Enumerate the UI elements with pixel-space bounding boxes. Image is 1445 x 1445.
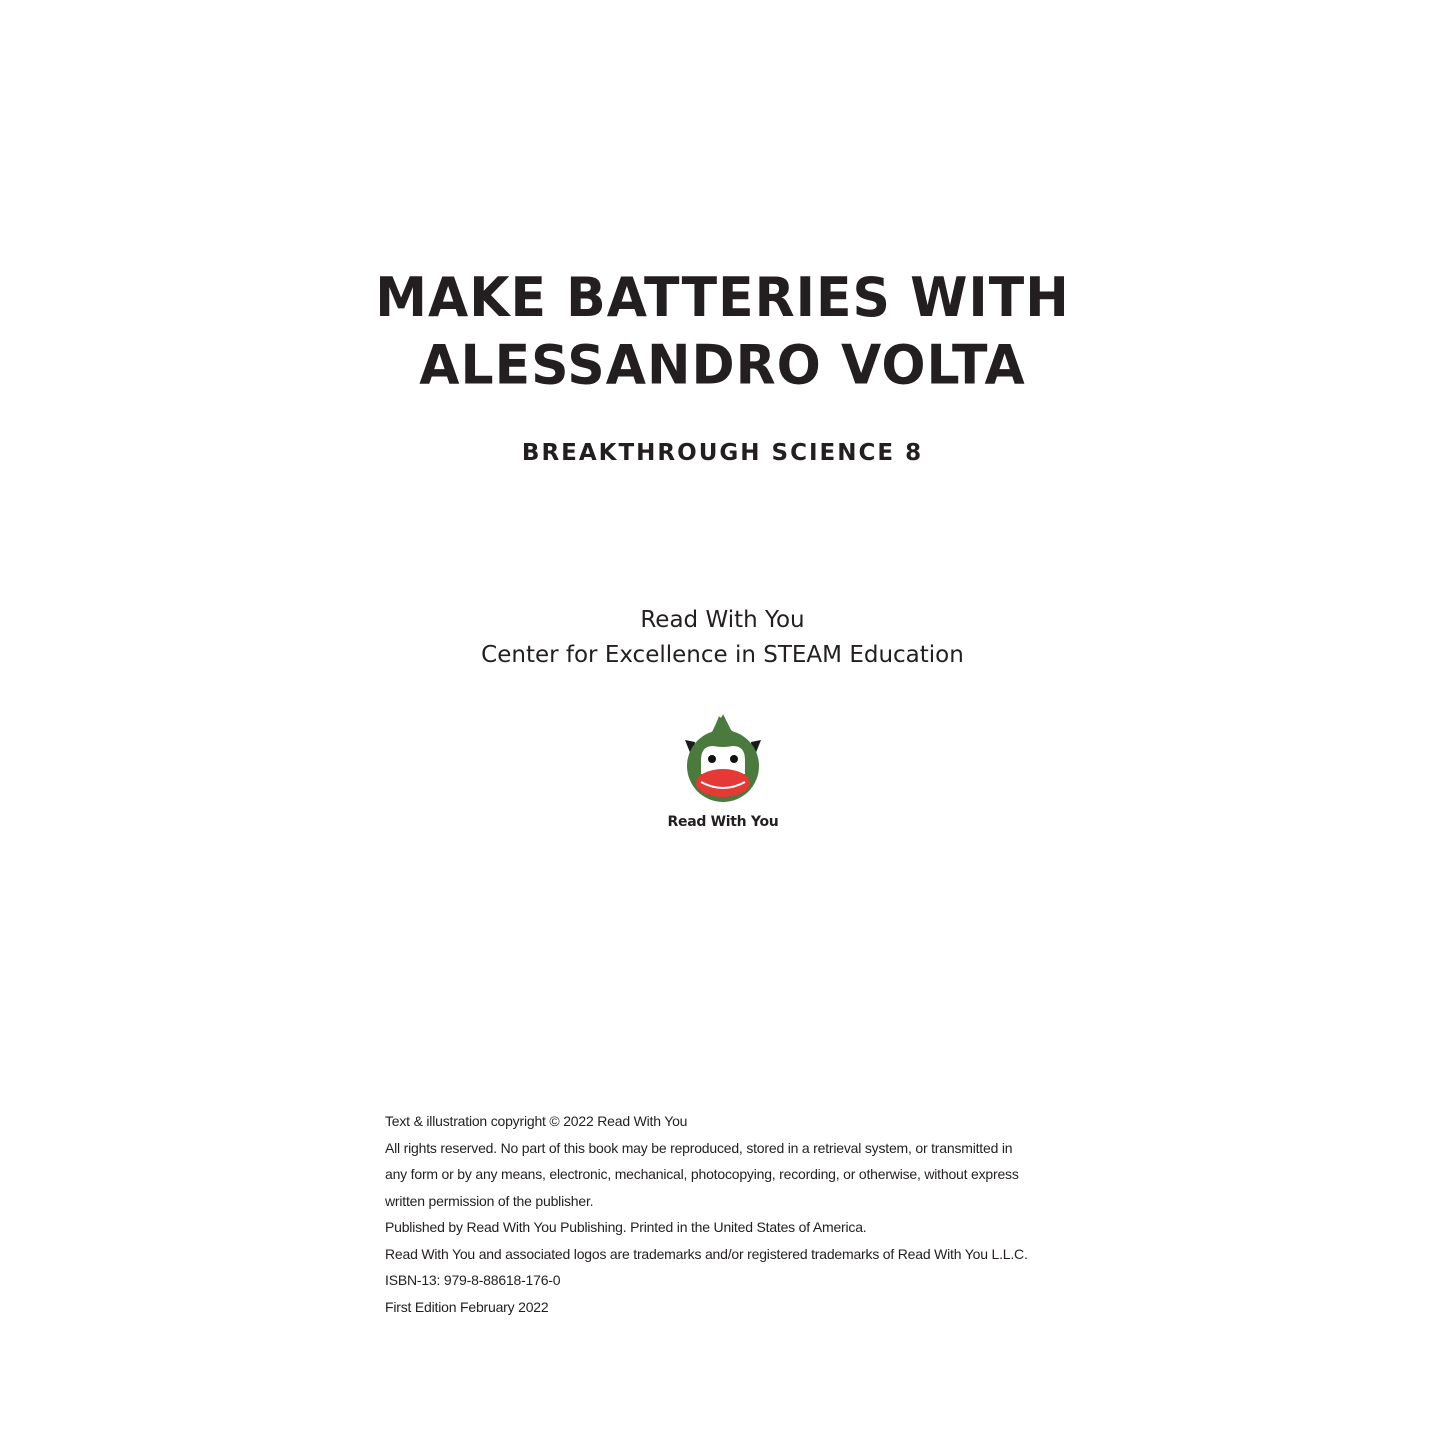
publisher-name: Read With You [640,607,805,633]
rights-reserved-line-2: any form or by any means, electronic, mechanical, photocopying, recording, or otherwise, without express [385,1166,1019,1182]
book-title [0,265,1445,399]
book-title-line-1: MAKE BATTERIES WITH [375,266,1070,330]
publisher-statement: Published by Read With You Publishing. Printed in the United States of America. [385,1219,867,1235]
trademark-notice: Read With You and associated logos are trademarks and/or registered trademarks of Read With You L.L.C. [385,1245,1028,1262]
publisher-center: Center for Excellence in STEAM Education [481,642,964,668]
organization-block [0,603,1445,673]
rights-reserved-line-1: All rights reserved. No part of this book may be reproduced, stored in a retrieval system, or transmitted in [385,1139,1013,1156]
series-subtitle: BREAKTHROUGH SCIENCE 8 [521,440,924,466]
edition: First Edition February 2022 [385,1298,549,1315]
monkey-mascot-icon [681,712,765,807]
logo-label: Read With You [667,814,779,830]
rights-reserved-line-3: written permission of the publisher. [385,1192,594,1209]
copyright-notice: Text & illustration copyright © 2022 Read With You [385,1113,688,1129]
publisher-logo [662,712,784,837]
isbn: ISBN-13: 979-8-88618-176-0 [385,1272,561,1288]
copyright-block [385,1108,1075,1320]
book-title-line-2: ALESSANDRO VOLTA [419,334,1026,398]
